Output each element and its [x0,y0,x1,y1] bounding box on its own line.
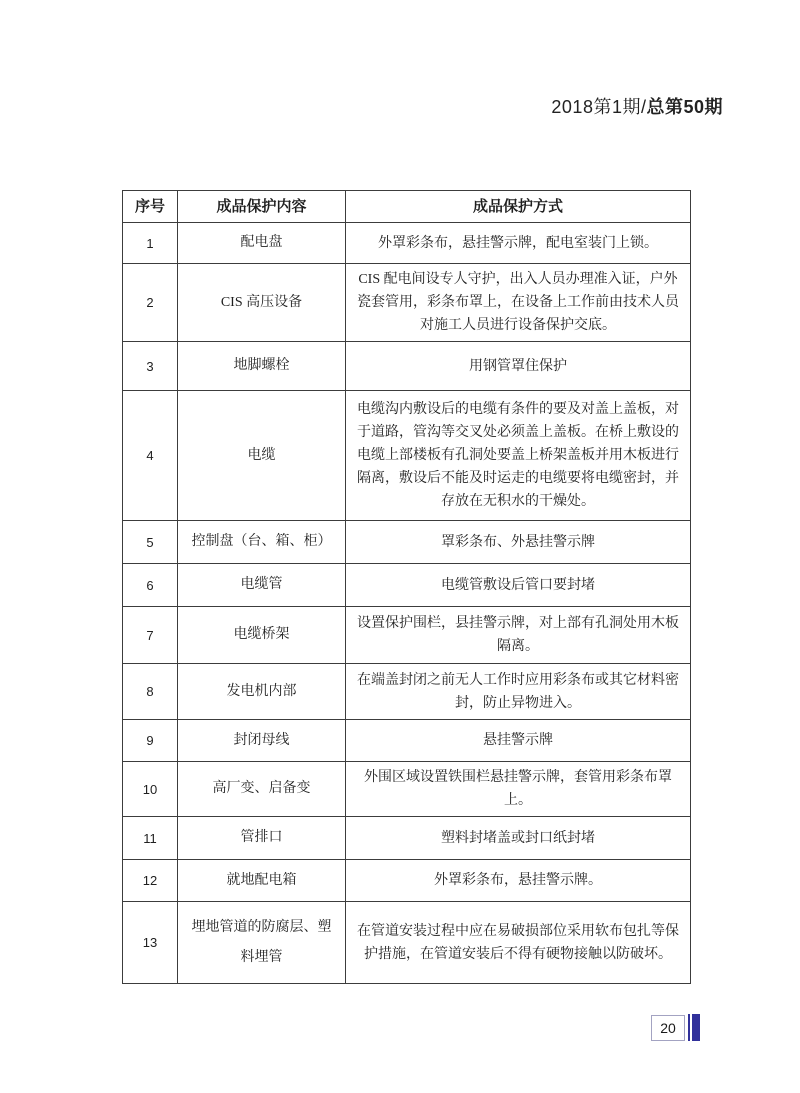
row-no: 12 [123,860,178,902]
table-row [123,664,691,720]
row-method: 在管道安装过程中应在易破损部位采用软布包扎等保护措施，在管道安装后不得有硬物接触以防破坏。 [346,902,691,984]
row-method: 用钢管罩住保护 [346,342,691,391]
table-row [123,720,691,762]
row-no: 10 [123,762,178,817]
footer-accent-bar-thick [692,1014,700,1041]
table-row [123,521,691,564]
issue-header [551,93,723,119]
table-row [123,342,691,391]
row-method: 外围区域设置铁围栏悬挂警示牌，套管用彩条布罩上。 [346,762,691,817]
row-no: 8 [123,664,178,720]
table-row [123,391,691,521]
page-number: 20 [651,1015,685,1041]
row-method: 设置保护围栏，县挂警示牌，对上部有孔洞处用木板隔离。 [346,607,691,664]
row-content: CIS 高压设备 [178,264,346,342]
row-method: 在端盖封闭之前无人工作时应用彩条布或其它材料密封，防止异物进入。 [346,664,691,720]
row-no: 4 [123,391,178,521]
row-method: 塑料封堵盖或封口纸封堵 [346,817,691,860]
protection-table [122,190,691,984]
column-header-method: 成品保护方式 [346,191,691,223]
table-body [123,223,691,984]
row-no: 2 [123,264,178,342]
row-content: 控制盘（台、箱、柜） [178,521,346,564]
row-content: 管排口 [178,817,346,860]
issue-total: 总第50期 [646,97,723,117]
row-content: 封闭母线 [178,720,346,762]
page-footer [651,1014,700,1041]
footer-accent-bar-thin [688,1014,690,1041]
row-content: 电缆 [178,391,346,521]
row-content: 地脚螺栓 [178,342,346,391]
row-method: 外罩彩条布，悬挂警示牌。 [346,860,691,902]
row-no: 3 [123,342,178,391]
row-content: 配电盘 [178,223,346,264]
table-row [123,817,691,860]
row-method: 电缆管敷设后管口要封堵 [346,564,691,607]
row-no: 7 [123,607,178,664]
row-no: 9 [123,720,178,762]
table-row [123,564,691,607]
row-method: 外罩彩条布，悬挂警示牌，配电室装门上锁。 [346,223,691,264]
row-content: 发电机内部 [178,664,346,720]
row-no: 6 [123,564,178,607]
row-content: 高厂变、启备变 [178,762,346,817]
row-no: 5 [123,521,178,564]
issue-number: 2018第1期/ [551,97,647,117]
table-row [123,223,691,264]
row-method: 罩彩条布、外悬挂警示牌 [346,521,691,564]
row-content: 电缆桥架 [178,607,346,664]
row-no: 11 [123,817,178,860]
row-no: 13 [123,902,178,984]
column-header-content: 成品保护内容 [178,191,346,223]
table-row [123,264,691,342]
table-row [123,860,691,902]
row-method: 电缆沟内敷设后的电缆有条件的要及对盖上盖板，对于道路，管沟等交叉处必须盖上盖板。在桥上敷设的电缆上部楼板有孔洞处要盖上桥架盖板并用木板进行隔离，敷设后不能及时运走的电缆要将电缆密封，并存放在无积水的干燥处。 [346,391,691,521]
table-row [123,607,691,664]
table-row [123,902,691,984]
row-content: 电缆管 [178,564,346,607]
row-method: 悬挂警示牌 [346,720,691,762]
table-row [123,762,691,817]
row-content: 埋地管道的防腐层、塑料埋管 [178,902,346,984]
row-method: CIS 配电间设专人守护，出入人员办理准入证，户外瓷套管用，彩条布罩上，在设备上工作前由技术人员对施工人员进行设备保护交底。 [346,264,691,342]
column-header-no: 序号 [123,191,178,223]
row-no: 1 [123,223,178,264]
table-header-row [123,191,691,223]
row-content: 就地配电箱 [178,860,346,902]
